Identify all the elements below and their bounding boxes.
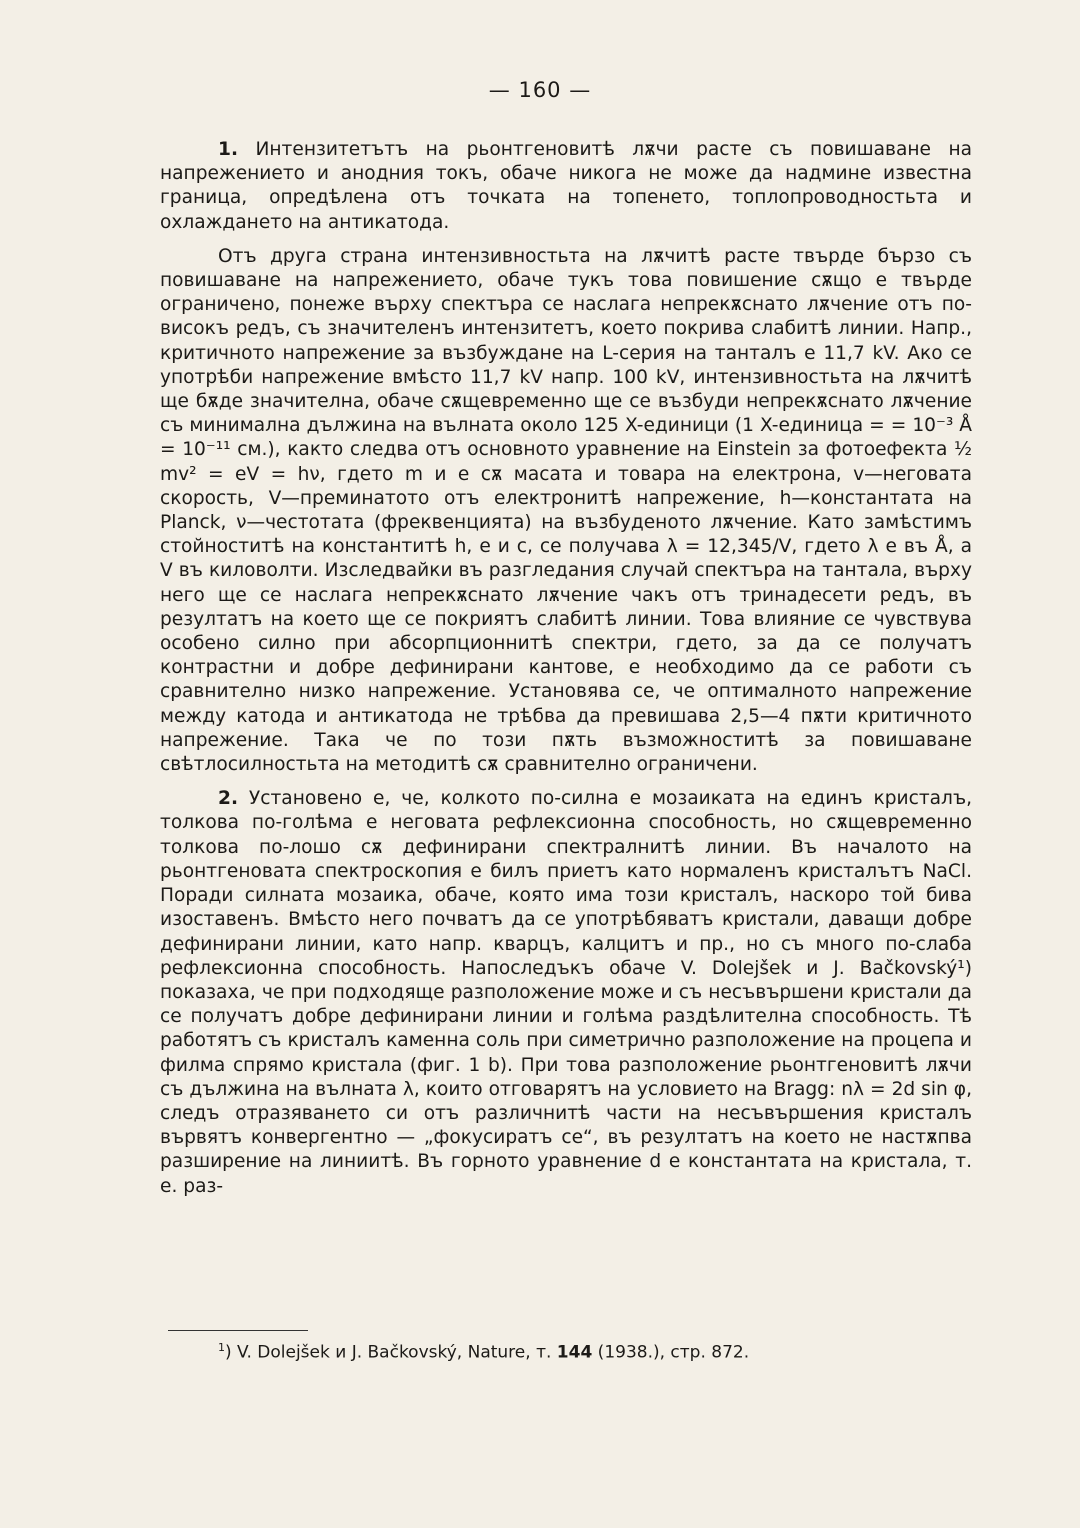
footnote-marker: 1 [218,1341,225,1354]
paragraph-text: Отъ друга страна интензивностьта на лѫчитѣ расте твърде бързо съ повишаване на напрежението, обаче тукъ това повишение сѫщо е твърде ограничено, понеже върху спектъра се наслага непрекѫснато лѫчение отъ по-високъ редъ, съ значителенъ интензитетъ, което покрива слабитѣ линии. Напр., критичното напрежение за възбуждане на L-серия на танталъ е 11,7 kV. Ако се употрѣби напрежение вмѣсто 11,7 kV напр. 100 kV, интензивностьта на лѫчитѣ ще бѫде значителна, обаче сѫщевременно ще се възбуди непрекѫснато лѫчение съ минимална дължина на вълната около 125 X-единици (1 X-единица = = 10⁻³ Å = 10⁻¹¹ см.), както следва отъ основното уравнение на Einstein за фотоефекта ½ mv² = eV = hν, гдето m и e сѫ масата и товара на електрона, v—неговата скорость, V—преминатото отъ електронитѣ напрежение, h—константата на Planck, ν—честотата (фреквенцията) на възбуденото лѫчение. Като замѣстимъ стойноститѣ на константитѣ h, e и c, се получава λ = 12,345/V, гдето λ е въ Å, а V въ киловолти. Изследвайки въ разгледания случай спектъра на тантала, върху него ще се наслага непрекѫснато лѫчение чакъ отъ тринадесети редъ, въ резултатъ на което ще се покриятъ слабитѣ линии. Това влияние се чувствува особено силно при абсорпционнитѣ спектри, гдето, за да се получатъ контрастни и добре дефинирани кантове, е необходимо да се работи съ сравнително низко напрежение. Установява се, че оптималното напрежение между катода и антикатода не трѣбва да превишава 2,5—4 пѫти критичното напрежение. Така че по този пѫть възможноститѣ за повишаване свѣтлосилностьта на методитѣ сѫ сравнително ограничени. [160,245,972,776]
footnote [218,1336,978,1365]
footnote-divider [168,1330,308,1331]
paragraph-1 [160,138,972,235]
paragraph-number: 1. [218,139,239,160]
paragraph-3 [160,787,972,1198]
paragraph-text: Установено е, че, колкото по-силна е мозаиката на единъ кристалъ, толкова по-голѣма е неговата рефлексионна способность, но сѫщевременно толкова по-лошо сѫ дефинирани спектралнитѣ линии. Въ началото на рьонтгеновата спектроскопия е билъ приетъ като нормаленъ кристалътъ NaCl. Поради силната мозаика, обаче, която има този кристалъ, наскоро той бива изоставенъ. Вмѣсто него почватъ да се употрѣбяватъ кристали, даващи добре дефинирани линии, като напр. кварцъ, калцитъ и пр., но съ много по-слаба рефлексионна способность. Напоследъкъ обаче V. Dolejšek и J. Bačkovský¹) показаха, че при подходяще разположение може и съ несъвършени кристали да се получатъ добре дефинирани линии и голѣма раздѣлителна способность. Тѣ работятъ съ кристалъ каменна соль при симетрично разположение на процепа и филма спрямо кристала (фиг. 1 b). При това разположение рьонтгеновитѣ лѫчи съ дължина на вълната λ, които отговарятъ на условието на Bragg: nλ = 2d sin φ, следъ отразяването си отъ различнитѣ части на несъвършения кристалъ вървятъ конвергентно — „фокусиратъ се“, въ резултатъ на което не настѫпва разширение на линиитѣ. Въ горното уравнение d е константата на кристала, т. е. раз- [160,788,972,1197]
footnote-text-after: (1938.), стр. 872. [592,1342,750,1363]
paragraph-text: Интензитетътъ на рьонтгеновитѣ лѫчи расте съ повишаване на напрежението и анодния токъ, обаче никога не може да надмине известна граница, опредѣлена отъ точката на топенето, топлопроводностьта и охлаждането на антикатода. [160,139,972,233]
footnote-text-before: ) V. Dolejšek и J. Bačkovský, Nature, т. [225,1342,557,1363]
body-text [160,138,972,1209]
page-number: — 160 — [488,78,592,102]
paragraph-2 [160,245,972,777]
paragraph-number: 2. [218,788,239,810]
footnote-volume: 144 [556,1342,593,1363]
